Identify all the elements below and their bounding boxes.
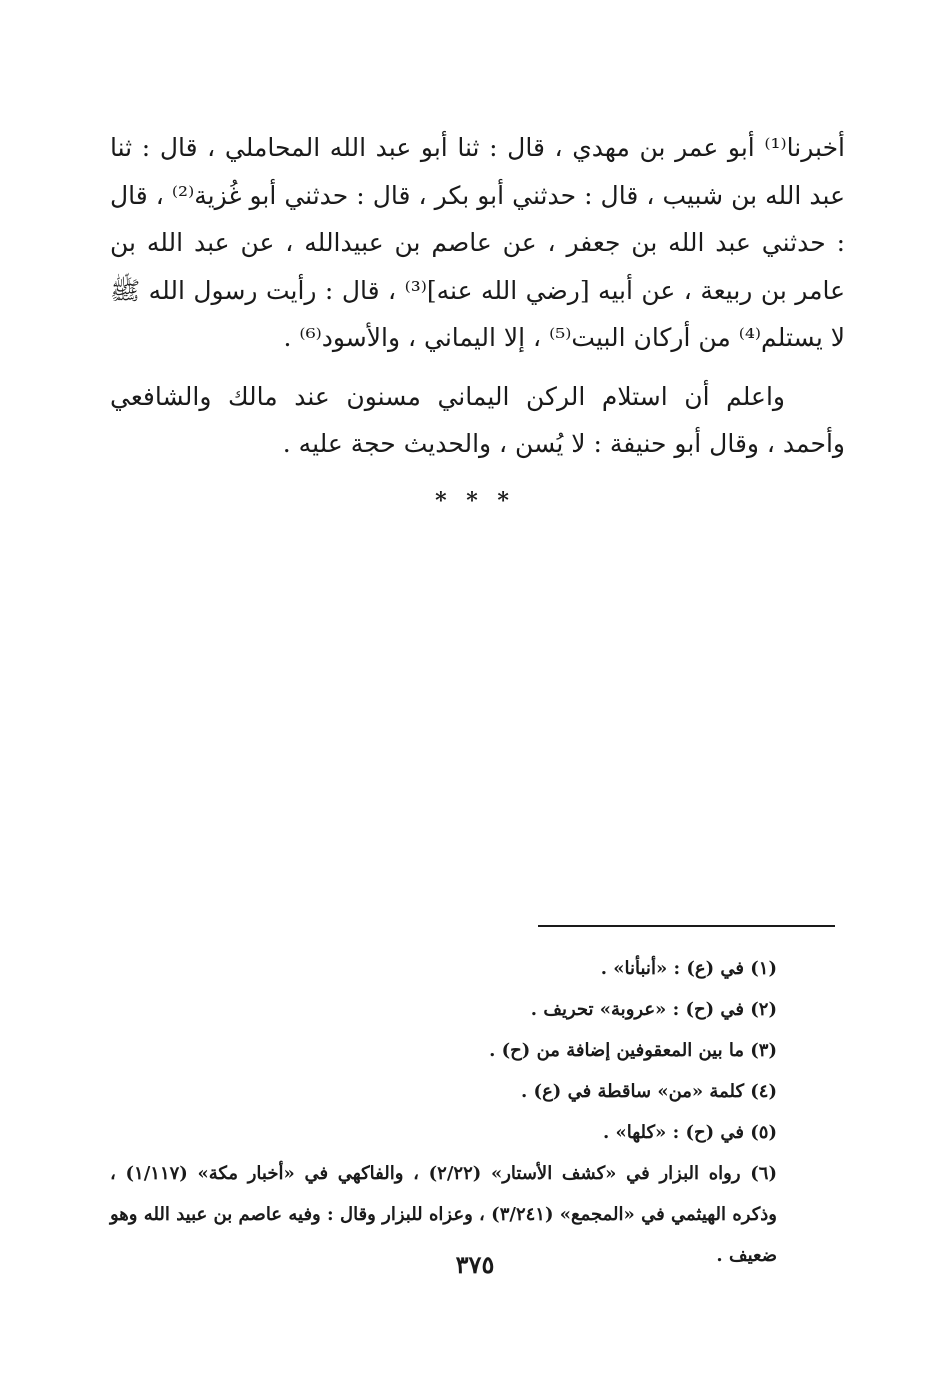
footnote-3: (٣) ما بين المعقوفين إضافة من (ح) .	[489, 1040, 777, 1061]
page-number: ٣٧٥	[455, 1250, 495, 1279]
paragraph-hadith: أخبرنا⁽¹⁾ أبو عمر بن مهدي ، قال : ثنا أبو عبد الله المحاملي ، قال : ثنا عبد الله بن شبيب ، قال : حدثني أبو بكر ، قال : حدثني أبو غُزية⁽²⁾ ، قال : حدثني عبد الله بن جعفر ، عن عاصم بن عبيدالله ، عن عبد الله بن عامر بن ربيعة ، عن أبيه [رضي الله عنه]⁽³⁾ ، قال : رأيت رسول الله ﷺ لا يستلم⁽⁴⁾ من أركان البيت⁽⁵⁾ ، إلا اليماني ، والأسود⁽⁶⁾ .	[110, 133, 845, 352]
footnote-2: (٢) في (ح) : «عروبة» تحريف .	[530, 999, 777, 1020]
footnote-5: (٥) في (ح) : «كلها» .	[602, 1122, 777, 1143]
footnote-4: (٤) كلمة «من» ساقطة في (ع) .	[521, 1081, 777, 1102]
footnote-rule	[538, 925, 835, 927]
footnote-6: (٦) رواه البزار في «كشف الأستار» (٢/٢٢) ، والفاكهي في «أخبار مكة» (١/١١٧) ، وذكره الهيثمي في «المجمع» (٣/٢٤١) ، وعزاه للبزار وقال : وفيه عاصم بن عبيد الله وهو ضعيف .	[110, 1163, 777, 1266]
main-text	[110, 124, 845, 468]
footnotes	[110, 948, 835, 1276]
footnote-1: (١) في (ع) : «أنبأنا» .	[600, 958, 777, 979]
section-separator: * * *	[435, 488, 515, 514]
paragraph-ruling: واعلم أن استلام الركن اليماني مسنون عند مالك والشافعي وأحمد ، وقال أبو حنيفة : لا يُسن ، والحديث حجة عليه .	[110, 381, 845, 458]
